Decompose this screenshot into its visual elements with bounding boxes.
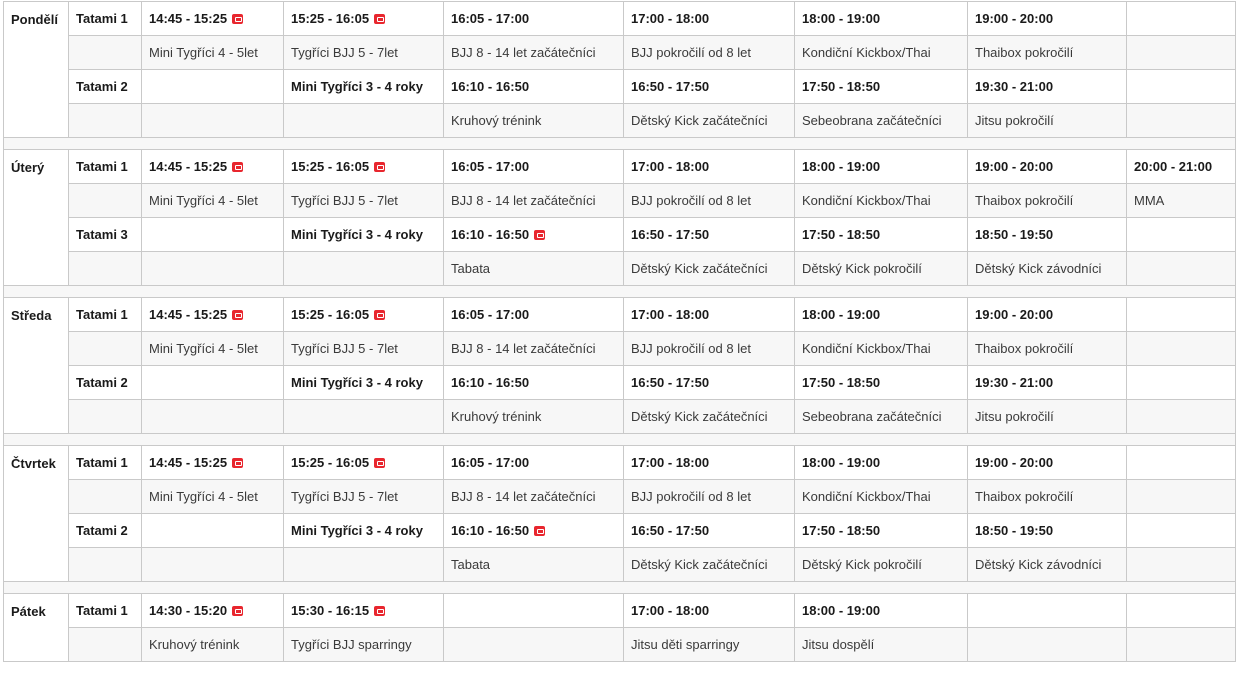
class-cell bbox=[1127, 480, 1236, 514]
class-cell bbox=[1127, 36, 1236, 70]
time-cell bbox=[142, 298, 284, 332]
time-label: 16:10 - 16:50 bbox=[451, 375, 530, 390]
time-cell bbox=[795, 446, 968, 480]
schedule-row bbox=[4, 36, 1236, 70]
class-label: Kruhový trénink bbox=[149, 637, 240, 652]
time-cell bbox=[795, 70, 968, 104]
class-label: BJJ 8 - 14 let začátečníci bbox=[451, 489, 596, 504]
calendar-icon[interactable] bbox=[534, 526, 545, 536]
class-cell bbox=[968, 548, 1127, 582]
class-label: Dětský Kick závodníci bbox=[975, 261, 1102, 276]
time-cell bbox=[968, 446, 1127, 480]
class-cell bbox=[624, 184, 795, 218]
time-label: 18:00 - 19:00 bbox=[802, 11, 881, 26]
schedule-row bbox=[4, 514, 1236, 548]
class-cell bbox=[284, 332, 444, 366]
time-cell bbox=[444, 2, 624, 36]
class-label: Kondiční Kickbox/Thai bbox=[802, 193, 931, 208]
class-label: Tygříci BJJ 5 - 7let bbox=[291, 341, 398, 356]
class-label: Kondiční Kickbox/Thai bbox=[802, 45, 931, 60]
time-cell bbox=[624, 150, 795, 184]
schedule-row bbox=[4, 252, 1236, 286]
time-cell bbox=[284, 218, 444, 252]
class-cell bbox=[624, 332, 795, 366]
time-label: 15:25 - 16:05 bbox=[291, 307, 370, 322]
time-cell bbox=[1127, 2, 1236, 36]
time-label: 16:10 - 16:50 bbox=[451, 227, 530, 242]
time-cell bbox=[795, 2, 968, 36]
calendar-icon[interactable] bbox=[374, 310, 385, 320]
class-cell bbox=[795, 252, 968, 286]
class-label: Sebeobrana začátečníci bbox=[802, 409, 942, 424]
tatami-label: Tatami 1 bbox=[76, 307, 128, 322]
tatami-label: Tatami 2 bbox=[76, 375, 128, 390]
time-label: Mini Tygříci 3 - 4 roky bbox=[291, 375, 423, 390]
time-cell bbox=[968, 594, 1127, 628]
time-label: 17:50 - 18:50 bbox=[802, 375, 881, 390]
class-cell bbox=[284, 480, 444, 514]
time-cell bbox=[284, 70, 444, 104]
time-cell bbox=[142, 594, 284, 628]
class-cell bbox=[968, 628, 1127, 662]
class-cell bbox=[795, 184, 968, 218]
time-label: 15:25 - 16:05 bbox=[291, 11, 370, 26]
class-label: Tygříci BJJ 5 - 7let bbox=[291, 489, 398, 504]
class-label: Mini Tygříci 4 - 5let bbox=[149, 489, 258, 504]
time-cell bbox=[1127, 514, 1236, 548]
time-cell bbox=[142, 150, 284, 184]
time-label: 17:00 - 18:00 bbox=[631, 307, 710, 322]
time-label: 14:45 - 15:25 bbox=[149, 455, 228, 470]
time-cell bbox=[444, 366, 624, 400]
class-label: Mini Tygříci 4 - 5let bbox=[149, 193, 258, 208]
time-label: 19:00 - 20:00 bbox=[975, 11, 1054, 26]
class-cell bbox=[795, 400, 968, 434]
class-cell bbox=[444, 184, 624, 218]
day-name: Pátek bbox=[4, 594, 69, 662]
class-cell bbox=[142, 332, 284, 366]
time-cell bbox=[624, 514, 795, 548]
class-cell bbox=[1127, 628, 1236, 662]
day-separator bbox=[4, 138, 1236, 150]
time-cell bbox=[142, 2, 284, 36]
calendar-icon[interactable] bbox=[374, 162, 385, 172]
class-cell bbox=[284, 36, 444, 70]
class-cell bbox=[444, 548, 624, 582]
class-label: BJJ pokročilí od 8 let bbox=[631, 45, 751, 60]
time-cell bbox=[444, 70, 624, 104]
class-cell bbox=[795, 628, 968, 662]
schedule-row bbox=[4, 2, 1236, 36]
time-cell bbox=[142, 514, 284, 548]
class-cell bbox=[624, 252, 795, 286]
tatami-label: Tatami 2 bbox=[76, 79, 128, 94]
time-cell bbox=[624, 218, 795, 252]
calendar-icon[interactable] bbox=[232, 458, 243, 468]
time-cell bbox=[624, 70, 795, 104]
time-cell bbox=[624, 366, 795, 400]
time-cell bbox=[284, 514, 444, 548]
tatami-label: Tatami 1 bbox=[76, 159, 128, 174]
schedule-row bbox=[4, 332, 1236, 366]
time-cell bbox=[444, 514, 624, 548]
time-label: 18:50 - 19:50 bbox=[975, 227, 1054, 242]
schedule-row bbox=[4, 184, 1236, 218]
class-label: Dětský Kick závodníci bbox=[975, 557, 1102, 572]
class-label: MMA bbox=[1134, 193, 1165, 208]
class-label: BJJ 8 - 14 let začátečníci bbox=[451, 341, 596, 356]
time-cell bbox=[795, 150, 968, 184]
class-label: Tabata bbox=[451, 557, 491, 572]
schedule-row bbox=[4, 594, 1236, 628]
time-label: Mini Tygříci 3 - 4 roky bbox=[291, 227, 423, 242]
class-cell bbox=[968, 184, 1127, 218]
class-cell bbox=[142, 184, 284, 218]
time-cell bbox=[142, 218, 284, 252]
class-label: Jitsu děti sparringy bbox=[631, 637, 740, 652]
class-label: Dětský Kick začátečníci bbox=[631, 261, 768, 276]
tatami-label: Tatami 1 bbox=[76, 455, 128, 470]
tatami-cell bbox=[69, 366, 142, 400]
class-label: Mini Tygříci 4 - 5let bbox=[149, 341, 258, 356]
class-label: Jitsu dospělí bbox=[802, 637, 875, 652]
class-cell bbox=[795, 36, 968, 70]
time-label: 17:00 - 18:00 bbox=[631, 11, 710, 26]
class-label: Kondiční Kickbox/Thai bbox=[802, 489, 931, 504]
schedule-row bbox=[4, 628, 1236, 662]
class-cell bbox=[624, 36, 795, 70]
class-label: Mini Tygříci 4 - 5let bbox=[149, 45, 258, 60]
class-label: Thaibox pokročilí bbox=[975, 45, 1074, 60]
schedule-row bbox=[4, 150, 1236, 184]
class-cell bbox=[968, 400, 1127, 434]
separator-cell bbox=[4, 286, 1236, 298]
tatami-cell bbox=[69, 184, 142, 218]
time-label: 18:00 - 19:00 bbox=[802, 603, 881, 618]
time-cell bbox=[624, 2, 795, 36]
calendar-icon[interactable] bbox=[232, 14, 243, 24]
time-cell bbox=[1127, 298, 1236, 332]
class-cell bbox=[444, 628, 624, 662]
time-label: 15:30 - 16:15 bbox=[291, 603, 370, 618]
class-label: Tygříci BJJ sparringy bbox=[291, 637, 412, 652]
tatami-cell bbox=[69, 446, 142, 480]
class-label: BJJ pokročilí od 8 let bbox=[631, 489, 751, 504]
class-label: Thaibox pokročilí bbox=[975, 193, 1074, 208]
time-cell bbox=[284, 366, 444, 400]
class-cell bbox=[444, 104, 624, 138]
class-cell bbox=[1127, 104, 1236, 138]
time-label: 19:30 - 21:00 bbox=[975, 79, 1054, 94]
class-cell bbox=[444, 480, 624, 514]
time-cell bbox=[624, 594, 795, 628]
time-label: 18:50 - 19:50 bbox=[975, 523, 1054, 538]
day-name: Středa bbox=[4, 298, 69, 434]
class-label: Dětský Kick začátečníci bbox=[631, 409, 768, 424]
time-label: 16:10 - 16:50 bbox=[451, 79, 530, 94]
tatami-cell bbox=[69, 332, 142, 366]
class-cell bbox=[1127, 548, 1236, 582]
calendar-icon[interactable] bbox=[232, 310, 243, 320]
time-cell bbox=[444, 298, 624, 332]
class-cell bbox=[142, 104, 284, 138]
calendar-icon[interactable] bbox=[232, 162, 243, 172]
tatami-label: Tatami 3 bbox=[76, 227, 128, 242]
time-cell bbox=[142, 366, 284, 400]
class-label: Thaibox pokročilí bbox=[975, 489, 1074, 504]
class-cell bbox=[284, 628, 444, 662]
time-cell bbox=[795, 594, 968, 628]
class-label: Kondiční Kickbox/Thai bbox=[802, 341, 931, 356]
time-label: 16:50 - 17:50 bbox=[631, 79, 710, 94]
class-cell bbox=[968, 332, 1127, 366]
tatami-label: Tatami 1 bbox=[76, 11, 128, 26]
class-cell bbox=[1127, 332, 1236, 366]
time-label: 17:00 - 18:00 bbox=[631, 603, 710, 618]
tatami-label: Tatami 1 bbox=[76, 603, 128, 618]
time-label: 14:30 - 15:20 bbox=[149, 603, 228, 618]
time-cell bbox=[968, 70, 1127, 104]
time-cell bbox=[284, 594, 444, 628]
tatami-cell bbox=[69, 514, 142, 548]
time-label: 15:25 - 16:05 bbox=[291, 455, 370, 470]
time-label: Mini Tygříci 3 - 4 roky bbox=[291, 79, 423, 94]
class-cell bbox=[284, 104, 444, 138]
time-label: 18:00 - 19:00 bbox=[802, 307, 881, 322]
class-label: Jitsu pokročilí bbox=[975, 113, 1054, 128]
class-label: Dětský Kick začátečníci bbox=[631, 113, 768, 128]
class-cell bbox=[284, 184, 444, 218]
tatami-cell bbox=[69, 218, 142, 252]
class-cell bbox=[624, 104, 795, 138]
class-cell bbox=[795, 104, 968, 138]
class-cell bbox=[1127, 184, 1236, 218]
tatami-cell bbox=[69, 2, 142, 36]
class-cell bbox=[284, 548, 444, 582]
time-label: 19:00 - 20:00 bbox=[975, 159, 1054, 174]
time-cell bbox=[968, 150, 1127, 184]
class-cell bbox=[795, 332, 968, 366]
tatami-cell bbox=[69, 104, 142, 138]
class-cell bbox=[142, 252, 284, 286]
time-cell bbox=[142, 446, 284, 480]
tatami-cell bbox=[69, 70, 142, 104]
time-label: 16:05 - 17:00 bbox=[451, 159, 530, 174]
tatami-cell bbox=[69, 150, 142, 184]
time-cell bbox=[444, 218, 624, 252]
tatami-cell bbox=[69, 400, 142, 434]
schedule-row bbox=[4, 480, 1236, 514]
schedule-row bbox=[4, 446, 1236, 480]
separator-cell bbox=[4, 434, 1236, 446]
time-cell bbox=[968, 218, 1127, 252]
class-cell bbox=[968, 104, 1127, 138]
time-label: 20:00 - 21:00 bbox=[1134, 159, 1213, 174]
time-cell bbox=[968, 514, 1127, 548]
class-label: Dětský Kick pokročilí bbox=[802, 261, 922, 276]
tatami-label: Tatami 2 bbox=[76, 523, 128, 538]
day-separator bbox=[4, 434, 1236, 446]
day-separator bbox=[4, 286, 1236, 298]
class-label: Dětský Kick pokročilí bbox=[802, 557, 922, 572]
class-cell bbox=[624, 548, 795, 582]
day-name: Úterý bbox=[4, 150, 69, 286]
time-cell bbox=[444, 594, 624, 628]
time-cell bbox=[1127, 446, 1236, 480]
class-label: BJJ 8 - 14 let začátečníci bbox=[451, 193, 596, 208]
time-label: 19:30 - 21:00 bbox=[975, 375, 1054, 390]
time-cell bbox=[284, 298, 444, 332]
class-cell bbox=[624, 400, 795, 434]
class-cell bbox=[444, 332, 624, 366]
time-label: 19:00 - 20:00 bbox=[975, 307, 1054, 322]
class-cell bbox=[142, 480, 284, 514]
schedule-row bbox=[4, 70, 1236, 104]
time-label: 16:50 - 17:50 bbox=[631, 375, 710, 390]
time-cell bbox=[284, 150, 444, 184]
day-name: Pondělí bbox=[4, 2, 69, 138]
tatami-cell bbox=[69, 480, 142, 514]
time-label: 17:50 - 18:50 bbox=[802, 523, 881, 538]
schedule-row bbox=[4, 366, 1236, 400]
time-label: 15:25 - 16:05 bbox=[291, 159, 370, 174]
time-label: 18:00 - 19:00 bbox=[802, 159, 881, 174]
time-cell bbox=[795, 298, 968, 332]
schedule-row bbox=[4, 218, 1236, 252]
time-cell bbox=[795, 514, 968, 548]
class-label: Tabata bbox=[451, 261, 491, 276]
tatami-cell bbox=[69, 548, 142, 582]
class-label: Kruhový trénink bbox=[451, 409, 542, 424]
schedule-row bbox=[4, 104, 1236, 138]
time-cell bbox=[624, 446, 795, 480]
time-label: 17:00 - 18:00 bbox=[631, 455, 710, 470]
separator-cell bbox=[4, 138, 1236, 150]
time-cell bbox=[142, 70, 284, 104]
tatami-cell bbox=[69, 36, 142, 70]
class-label: Dětský Kick začátečníci bbox=[631, 557, 768, 572]
tatami-cell bbox=[69, 252, 142, 286]
time-cell bbox=[968, 366, 1127, 400]
time-label: 16:50 - 17:50 bbox=[631, 227, 710, 242]
class-cell bbox=[444, 400, 624, 434]
time-cell bbox=[1127, 366, 1236, 400]
time-cell bbox=[1127, 150, 1236, 184]
class-cell bbox=[284, 400, 444, 434]
tatami-cell bbox=[69, 298, 142, 332]
class-cell bbox=[968, 36, 1127, 70]
class-cell bbox=[142, 548, 284, 582]
time-label: 16:05 - 17:00 bbox=[451, 455, 530, 470]
schedule-row bbox=[4, 400, 1236, 434]
class-label: BJJ pokročilí od 8 let bbox=[631, 193, 751, 208]
time-cell bbox=[444, 150, 624, 184]
schedule-row bbox=[4, 298, 1236, 332]
calendar-icon[interactable] bbox=[374, 14, 385, 24]
time-cell bbox=[968, 2, 1127, 36]
class-label: BJJ 8 - 14 let začátečníci bbox=[451, 45, 596, 60]
time-label: 14:45 - 15:25 bbox=[149, 11, 228, 26]
class-label: Jitsu pokročilí bbox=[975, 409, 1054, 424]
class-label: Kruhový trénink bbox=[451, 113, 542, 128]
separator-cell bbox=[4, 582, 1236, 594]
time-cell bbox=[795, 366, 968, 400]
class-cell bbox=[795, 548, 968, 582]
time-cell bbox=[444, 446, 624, 480]
class-cell bbox=[1127, 400, 1236, 434]
time-cell bbox=[624, 298, 795, 332]
time-label: 17:00 - 18:00 bbox=[631, 159, 710, 174]
calendar-icon[interactable] bbox=[232, 606, 243, 616]
time-cell bbox=[1127, 594, 1236, 628]
time-cell bbox=[968, 298, 1127, 332]
class-label: BJJ pokročilí od 8 let bbox=[631, 341, 751, 356]
time-label: 19:00 - 20:00 bbox=[975, 455, 1054, 470]
time-label: 16:50 - 17:50 bbox=[631, 523, 710, 538]
class-cell bbox=[1127, 252, 1236, 286]
tatami-cell bbox=[69, 594, 142, 628]
time-label: 14:45 - 15:25 bbox=[149, 159, 228, 174]
time-cell bbox=[1127, 218, 1236, 252]
time-label: 17:50 - 18:50 bbox=[802, 79, 881, 94]
time-cell bbox=[795, 218, 968, 252]
time-label: 18:00 - 19:00 bbox=[802, 455, 881, 470]
class-cell bbox=[444, 36, 624, 70]
class-label: Tygříci BJJ 5 - 7let bbox=[291, 193, 398, 208]
time-cell bbox=[1127, 70, 1236, 104]
class-cell bbox=[624, 480, 795, 514]
time-label: 14:45 - 15:25 bbox=[149, 307, 228, 322]
time-label: 17:50 - 18:50 bbox=[802, 227, 881, 242]
class-cell bbox=[142, 400, 284, 434]
day-separator bbox=[4, 582, 1236, 594]
time-label: 16:10 - 16:50 bbox=[451, 523, 530, 538]
class-label: Tygříci BJJ 5 - 7let bbox=[291, 45, 398, 60]
time-cell bbox=[284, 2, 444, 36]
class-cell bbox=[444, 252, 624, 286]
calendar-icon[interactable] bbox=[374, 458, 385, 468]
class-label: Sebeobrana začátečníci bbox=[802, 113, 942, 128]
class-cell bbox=[142, 36, 284, 70]
class-cell bbox=[142, 628, 284, 662]
time-label: 16:05 - 17:00 bbox=[451, 11, 530, 26]
calendar-icon[interactable] bbox=[374, 606, 385, 616]
time-label: Mini Tygříci 3 - 4 roky bbox=[291, 523, 423, 538]
day-name: Čtvrtek bbox=[4, 446, 69, 582]
time-label: 16:05 - 17:00 bbox=[451, 307, 530, 322]
class-cell bbox=[968, 252, 1127, 286]
weekly-schedule-table bbox=[3, 1, 1236, 662]
tatami-cell bbox=[69, 628, 142, 662]
class-cell bbox=[968, 480, 1127, 514]
schedule-row bbox=[4, 548, 1236, 582]
calendar-icon[interactable] bbox=[534, 230, 545, 240]
class-cell bbox=[284, 252, 444, 286]
time-cell bbox=[284, 446, 444, 480]
class-cell bbox=[795, 480, 968, 514]
class-cell bbox=[624, 628, 795, 662]
class-label: Thaibox pokročilí bbox=[975, 341, 1074, 356]
